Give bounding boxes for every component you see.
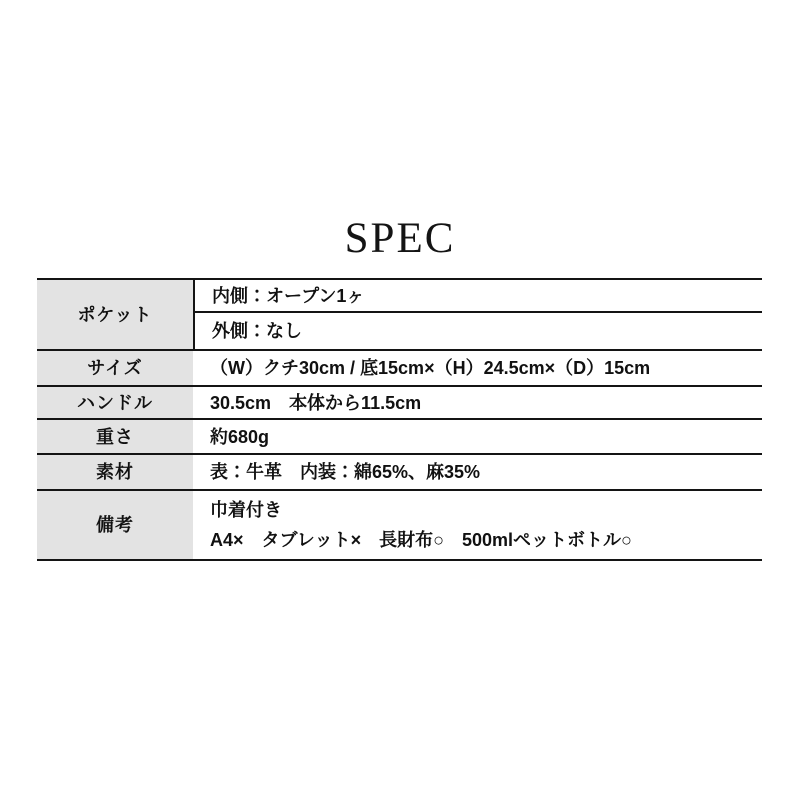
table-row-material <box>37 453 762 489</box>
row-label-material: 素材 <box>37 455 193 489</box>
pocket-inner-value: 内側：オープン1ヶ <box>195 280 762 313</box>
notes-values <box>193 491 762 559</box>
handle-value: 30.5cm 本体から11.5cm <box>210 392 422 413</box>
weight-value: 約680g <box>210 426 270 447</box>
spec-table <box>37 278 762 561</box>
table-row-weight <box>37 418 762 453</box>
table-row-pocket <box>37 280 762 349</box>
row-label-size: サイズ <box>37 351 193 385</box>
material-value: 表：牛革 内装：綿65%、麻35% <box>210 462 481 482</box>
row-label-weight: 重さ <box>37 420 193 453</box>
size-value: （W）クチ30cm / 底15cm×（H）24.5cm×（D）15cm <box>210 358 651 378</box>
pocket-outer-value: 外側：なし <box>212 321 302 341</box>
spec-title: SPEC <box>344 215 456 262</box>
row-label-pocket: ポケット <box>37 280 193 349</box>
row-values-pocket <box>193 280 762 349</box>
table-row-notes <box>37 489 762 559</box>
notes-line-2: A4× タブレット× 長財布○ 500mlペットボトル○ <box>210 530 632 550</box>
table-row-size <box>37 349 762 385</box>
notes-line-1: 巾着付き <box>210 500 282 520</box>
row-label-handle: ハンドル <box>37 387 193 418</box>
row-label-notes: 備考 <box>37 491 193 559</box>
table-row-handle <box>37 385 762 418</box>
